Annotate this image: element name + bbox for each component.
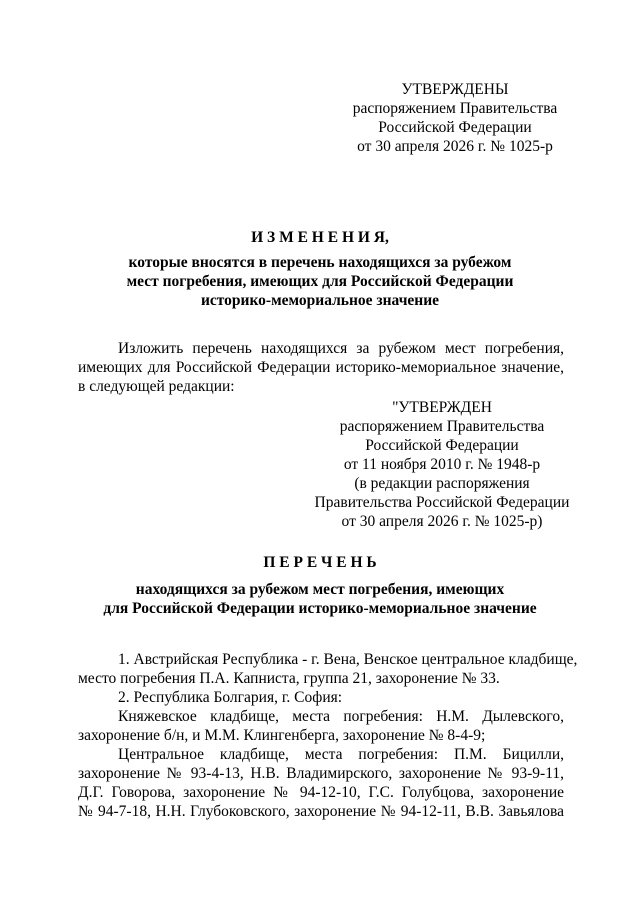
item-2a-line-1: Княжевское кладбище, места погребения: Н.М. Дылевского, [118, 708, 564, 725]
item-2b-line-4: № 94-7-18, Н.Н. Глубоковского, захоронение № 94-12-11, В.В. Завьялова [78, 803, 564, 820]
quoted-approval-line-7: от 30 апреля 2026 г. № 1025-р) [341, 513, 543, 530]
intro-line-3: в следующей редакции: [78, 378, 235, 395]
list-subtitle-1: находящихся за рубежом мест погребения, имеющих [135, 581, 505, 598]
changes-subtitle-2: мест погребения, имеющих для Российской Федерации [126, 273, 514, 290]
item-2b-line-3: Д.Г. Говорова, захоронение № 94-12-10, Г.С. Голубцова, захоронение [78, 784, 564, 801]
body-text [78, 650, 578, 821]
changes-subtitle-1: которые вносятся в перечень находящихся за рубежом [128, 254, 512, 271]
intro-paragraph [78, 339, 564, 396]
approval-line-1: распоряжением Правительства [352, 100, 558, 117]
item-2b-line-1: Центральное кладбище, места погребения: П.М. Бицилли, [118, 746, 564, 763]
approval-title: УТВЕРЖДЕНЫ [401, 81, 509, 98]
approval-line-2: Российской Федерации [378, 119, 532, 136]
quoted-approval-stamp [302, 398, 582, 531]
item-2a-line-2: захоронение б/н, и М.М. Клингенберга, захоронение № 8-4-9; [78, 727, 486, 744]
list-heading: П Е Р Е Ч Е Н Ь [263, 554, 377, 571]
quoted-approval-line-6: Правительства Российской Федерации [314, 494, 570, 511]
quoted-approval-line-3: Российской Федерации [365, 437, 519, 454]
quoted-approval-line-2: распоряжением Правительства [339, 418, 545, 435]
quoted-approval-line-5: (в редакции распоряжения [354, 475, 530, 492]
changes-heading: И З М Е Н Е Н И Я, [251, 229, 389, 246]
changes-heading-block [60, 228, 580, 310]
intro-line-1: Изложить перечень находящихся за рубежом мест погребения, [118, 340, 564, 357]
item-1-line-1: 1. Австрийская Республика - г. Вена, Венское центральное кладбище, [118, 651, 578, 668]
item-2-line-1: 2. Республика Болгария, г. София: [118, 689, 343, 706]
changes-subtitle-3: историко-мемориальное значение [200, 292, 440, 309]
quoted-approval-line-1: "УТВЕРЖДЕН [392, 399, 492, 416]
approval-stamp [330, 80, 580, 156]
quoted-approval-line-4: от 11 ноября 2010 г. № 1948-р [343, 456, 541, 473]
list-subtitle-2: для Российской Федерации историко-мемориальное значение [103, 600, 537, 617]
item-2b-line-2: захоронение № 93-4-13, Н.В. Владимирского, захоронение № 93-9-11, [78, 765, 564, 782]
intro-line-2: имеющих для Российской Федерации историко-мемориальное значение, [78, 359, 564, 376]
list-heading-block [60, 553, 580, 618]
item-1-line-2: место погребения П.А. Капниста, группа 21, захоронение № 33. [78, 670, 500, 687]
approval-line-3: от 30 апреля 2026 г. № 1025-р [357, 138, 553, 155]
